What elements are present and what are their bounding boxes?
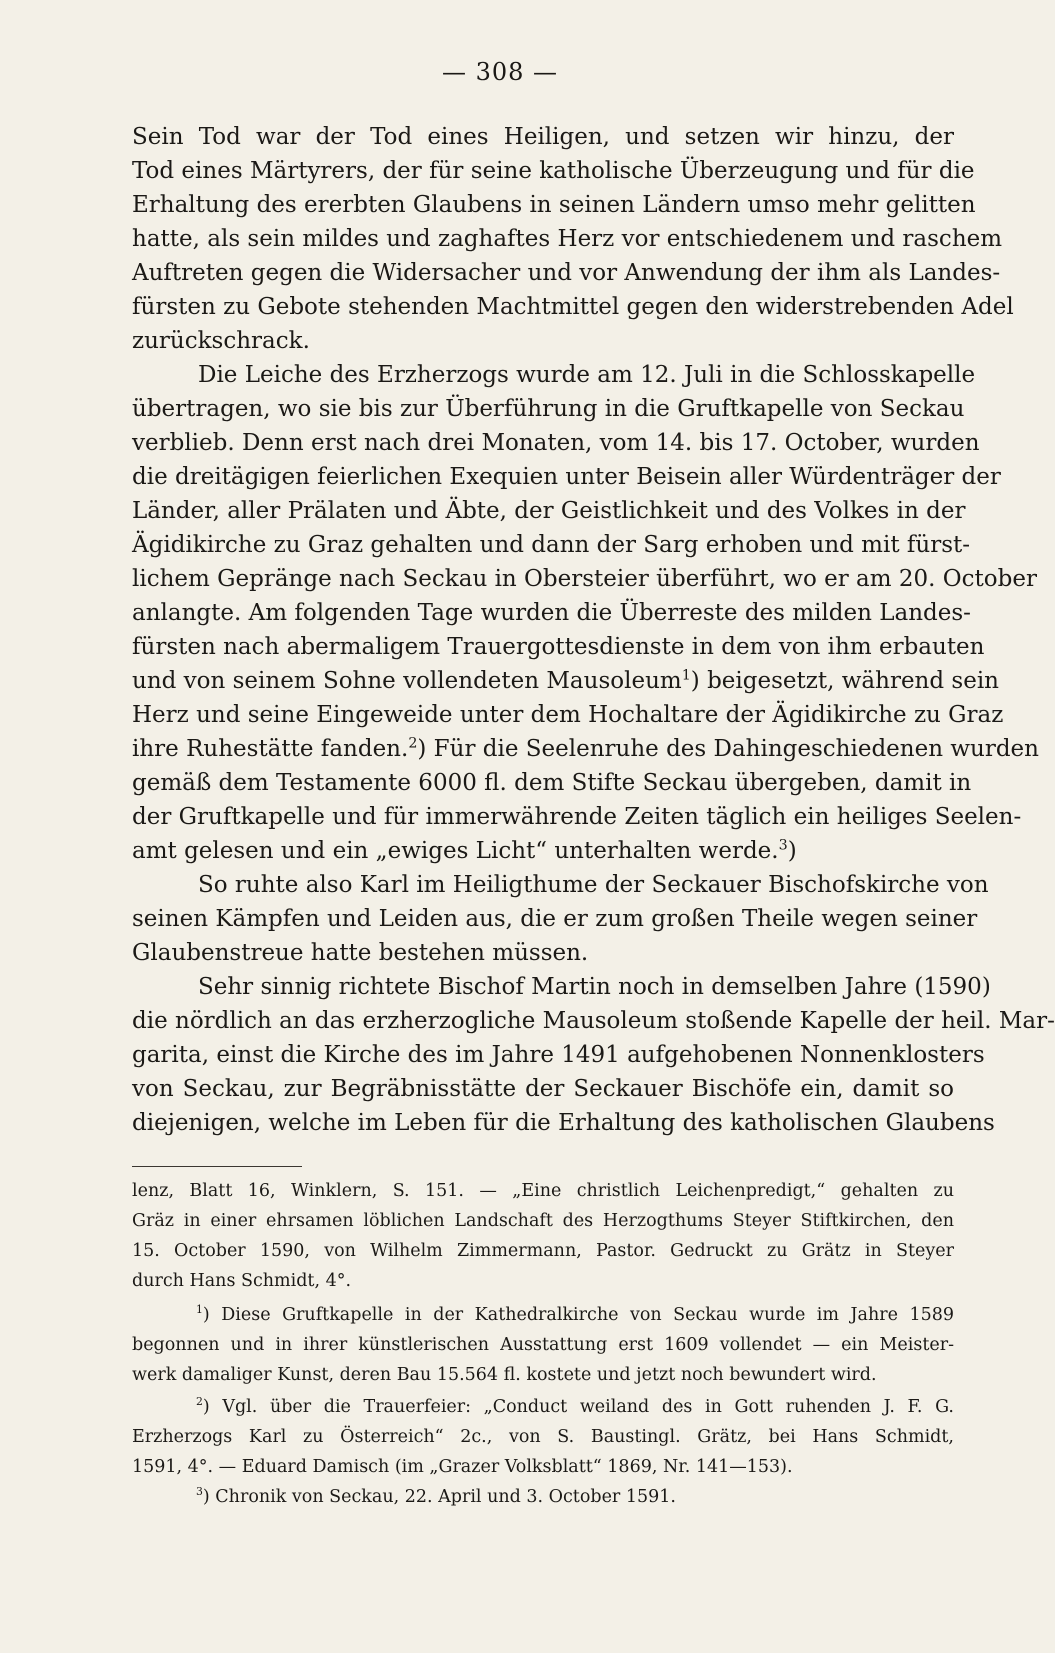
text-line: verblieb. Denn erst nach drei Monaten, vom 14. bis 17. October, wurden xyxy=(132,430,980,456)
text-line: zurückschrack. xyxy=(132,328,310,354)
footnote-ref[interactable]: 1 xyxy=(681,667,691,684)
footnote-line: $^1$) Diese Gruftkapelle in der Kathedralkirche von Seckau wurde im Jahre 1589 xyxy=(196,1303,955,1325)
footnote-mark: 3 xyxy=(196,1485,203,1499)
text-line: Tod eines Märtyrers, der für seine katholische Überzeugung und für die xyxy=(132,158,975,184)
text-line: von Seckau, zur Begräbnisstätte der Seckauer Bischöfe ein, damit so xyxy=(132,1076,954,1102)
text-line: die dreitägigen feierlichen Exequien unter Beisein aller Würdenträger der xyxy=(132,464,1001,490)
text-line: Sehr sinnig richtete Bischof Martin noch in demselben Jahre (1590) xyxy=(198,974,991,1000)
text-line: und von seinem Sohne vollendeten Mausoleum$^1$) beigesetzt, während sein xyxy=(132,667,999,694)
text-line: die nördlich an das erzherzogliche Mausoleum stoßende Kapelle der heil. Mar- xyxy=(132,1008,1055,1034)
text-line: Auftreten gegen die Widersacher und vor Anwendung der ihm als Landes- xyxy=(132,260,1001,286)
footnote-line: $^2$) Vgl. über die Trauerfeier: „Conduct weiland des in Gott ruhenden J. F. G. xyxy=(196,1395,954,1417)
text-line: Sein Tod war der Tod eines Heiligen, und setzen wir hinzu, der xyxy=(132,124,954,150)
text-line: übertragen, wo sie bis zur Überführung in die Gruftkapelle von Seckau xyxy=(132,396,965,422)
page-number: — 308 — xyxy=(441,58,559,86)
text-line: Länder, aller Prälaten und Äbte, der Geistlichkeit und des Volkes in der xyxy=(132,498,966,524)
text-line: Ägidikirche zu Graz gehalten und dann der Sarg erhoben und mit fürst- xyxy=(132,532,971,558)
text-line: ihre Ruhestätte fanden.$^2$) Für die Seelenruhe des Dahingeschiedenen wurden xyxy=(132,735,1039,762)
text-line: amt gelesen und ein „ewiges Licht“ unterhalten werde.$^3$) xyxy=(132,837,797,864)
footnote-line: werk damaliger Kunst, deren Bau 15.564 fl. kostete und jetzt noch bewundert wird. xyxy=(132,1365,877,1385)
text-line: Glaubenstreue hatte bestehen müssen. xyxy=(132,940,589,966)
text-line: Herz und seine Eingeweide unter dem Hochaltare der Ägidikirche zu Graz xyxy=(132,702,1004,728)
footnote-mark: 2 xyxy=(196,1395,203,1409)
footnote-divider xyxy=(132,1166,302,1167)
text-line: fürsten zu Gebote stehenden Machtmittel gegen den widerstrebenden Adel xyxy=(132,294,1014,320)
text-line: So ruhte also Karl im Heiligthume der Seckauer Bischofskirche von xyxy=(198,872,989,898)
footnote-mark: 1 xyxy=(196,1303,203,1317)
text-line: anlangte. Am folgenden Tage wurden die Überreste des milden Landes- xyxy=(132,600,971,626)
footnote-line: Erzherzogs Karl zu Österreich“ 2c., von S. Baustingl. Grätz, bei Hans Schmidt, xyxy=(132,1427,954,1447)
text-line: fürsten nach abermaligem Trauergottesdienste in dem von ihm erbauten xyxy=(132,634,985,660)
text-line: diejenigen, welche im Leben für die Erhaltung des katholischen Glaubens xyxy=(132,1110,995,1136)
footnote-ref[interactable]: 3 xyxy=(778,837,788,854)
text-line: der Gruftkapelle und für immerwährende Zeiten täglich ein heiliges Seelen- xyxy=(132,804,1022,830)
text-line: lichem Gepränge nach Seckau in Obersteier überführt, wo er am 20. October xyxy=(132,566,1037,592)
footnote-line: Gräz in einer ehrsamen löblichen Landschaft des Herzogthums Steyer Stiftkirchen, den xyxy=(132,1211,954,1231)
text-line: gemäß dem Testamente 6000 fl. dem Stifte Seckau übergeben, damit in xyxy=(132,770,972,796)
text-line: seinen Kämpfen und Leiden aus, die er zum großen Theile wegen seiner xyxy=(132,906,978,932)
footnote-line: begonnen und in ihrer künstlerischen Ausstattung erst 1609 vollendet — ein Meister- xyxy=(132,1335,954,1355)
footnote-ref[interactable]: 2 xyxy=(408,735,418,752)
footnote-line: durch Hans Schmidt, 4°. xyxy=(132,1271,352,1291)
text-line: Die Leiche des Erzherzogs wurde am 12. Juli in die Schlosskapelle xyxy=(198,362,976,388)
text-line: Erhaltung des ererbten Glaubens in seinen Ländern umso mehr gelitten xyxy=(132,192,976,218)
text-line: hatte, als sein mildes und zaghaftes Herz vor entschiedenem und raschem xyxy=(132,226,1003,252)
footnote-line: lenz, Blatt 16, Winklern, S. 151. — „Eine christlich Leichenpredigt,“ gehalten zu xyxy=(132,1181,954,1201)
footnote-line: 1591, 4°. — Eduard Damisch (im „Grazer Volksblatt“ 1869, Nr. 141—153). xyxy=(132,1457,793,1477)
text-line: garita, einst die Kirche des im Jahre 1491 aufgehobenen Nonnenklosters xyxy=(132,1042,985,1068)
footnote-line: 15. October 1590, von Wilhelm Zimmermann, Pastor. Gedruckt zu Grätz in Steyer xyxy=(132,1241,954,1261)
footnote-line: $^3$) Chronik von Seckau, 22. April und 3. October 1591. xyxy=(196,1485,676,1507)
